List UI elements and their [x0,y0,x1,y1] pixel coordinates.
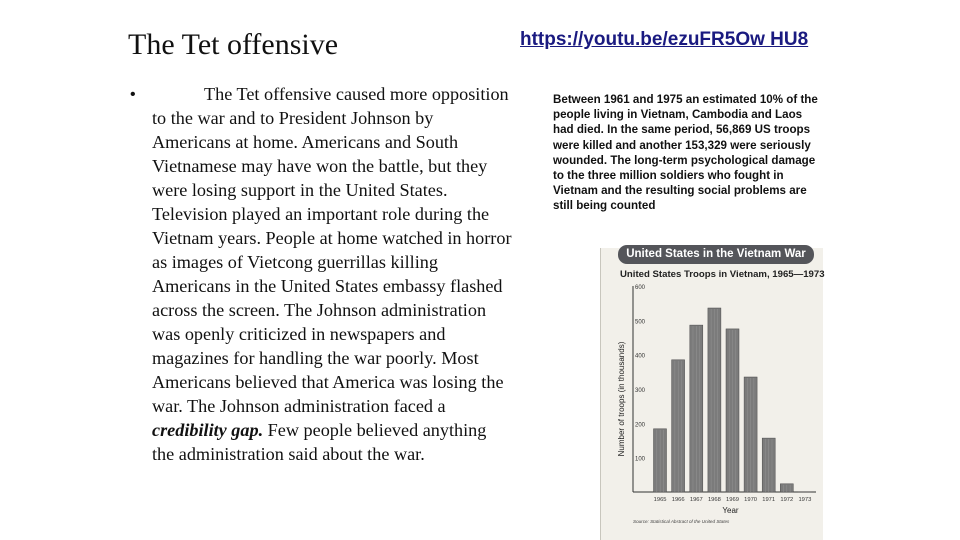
y-tick-label: 200 [635,422,646,429]
y-tick-label: 100 [635,456,646,463]
x-axis-label: Year [722,506,739,515]
troops-bar-chart [600,280,822,540]
slide-title: The Tet offensive [128,28,339,61]
x-tick-label: 1969 [726,497,739,503]
body-text-main: The Tet offensive caused more opposition to the war and to President Johnson by Americans at home. Americans and South Vietnamese may have won the battle, but they were losing support in the United States. Television played an important role during the Vietnam years. People at home watched in horror as images of Vietcong guerrillas killing Americans in the United States embassy flashed across the screen. The Johnson administration was openly criticized in newspapers and magazines for handling the war poorly. Most Americans believed that America was losing the war. The Johnson administration faced a [152,84,512,416]
youtube-link[interactable]: https://youtu.be/ezuFR5Ow HU8 [520,29,809,50]
chart-banner: United States in the Vietnam War [618,245,814,264]
x-tick-label: 1966 [671,497,685,503]
bar-1973 [798,492,811,493]
casualty-stats-text: Between 1961 and 1975 an estimated 10% of the people living in Vietnam, Cambodia and Laos had died. In the same period, 56,869 US troops were killed and another 153,329 were seriously wounded. The long-term psychological damage to the three million soldiers who fought in Vietnam and the resulting social problems are still being counted [553,93,818,213]
y-tick-label: 500 [635,319,646,326]
chart-source-note: Source: Statistical Abstract of the United States [633,519,730,524]
body-text-tail: Few people believed anything the administration said about the war. [152,420,487,464]
x-tick-label: 1971 [762,497,776,503]
credibility-gap-term: credibility gap. [152,420,264,440]
bullet-marker: • [130,86,136,103]
x-tick-label: 1972 [780,497,794,503]
x-tick-label: 1973 [798,497,812,503]
y-tick-label: 600 [635,285,646,291]
x-tick-label: 1967 [689,497,703,503]
x-tick-label: 1970 [744,497,758,503]
x-tick-label: 1965 [653,497,667,503]
body-paragraph [152,82,512,466]
y-tick-label: 400 [635,353,646,360]
y-tick-label: 300 [635,388,646,394]
x-tick-label: 1968 [707,497,721,503]
y-axis-label: Number of troops (in thousands) [617,341,626,457]
chart-title: United States Troops in Vietnam, 1965—1973 [620,269,825,280]
